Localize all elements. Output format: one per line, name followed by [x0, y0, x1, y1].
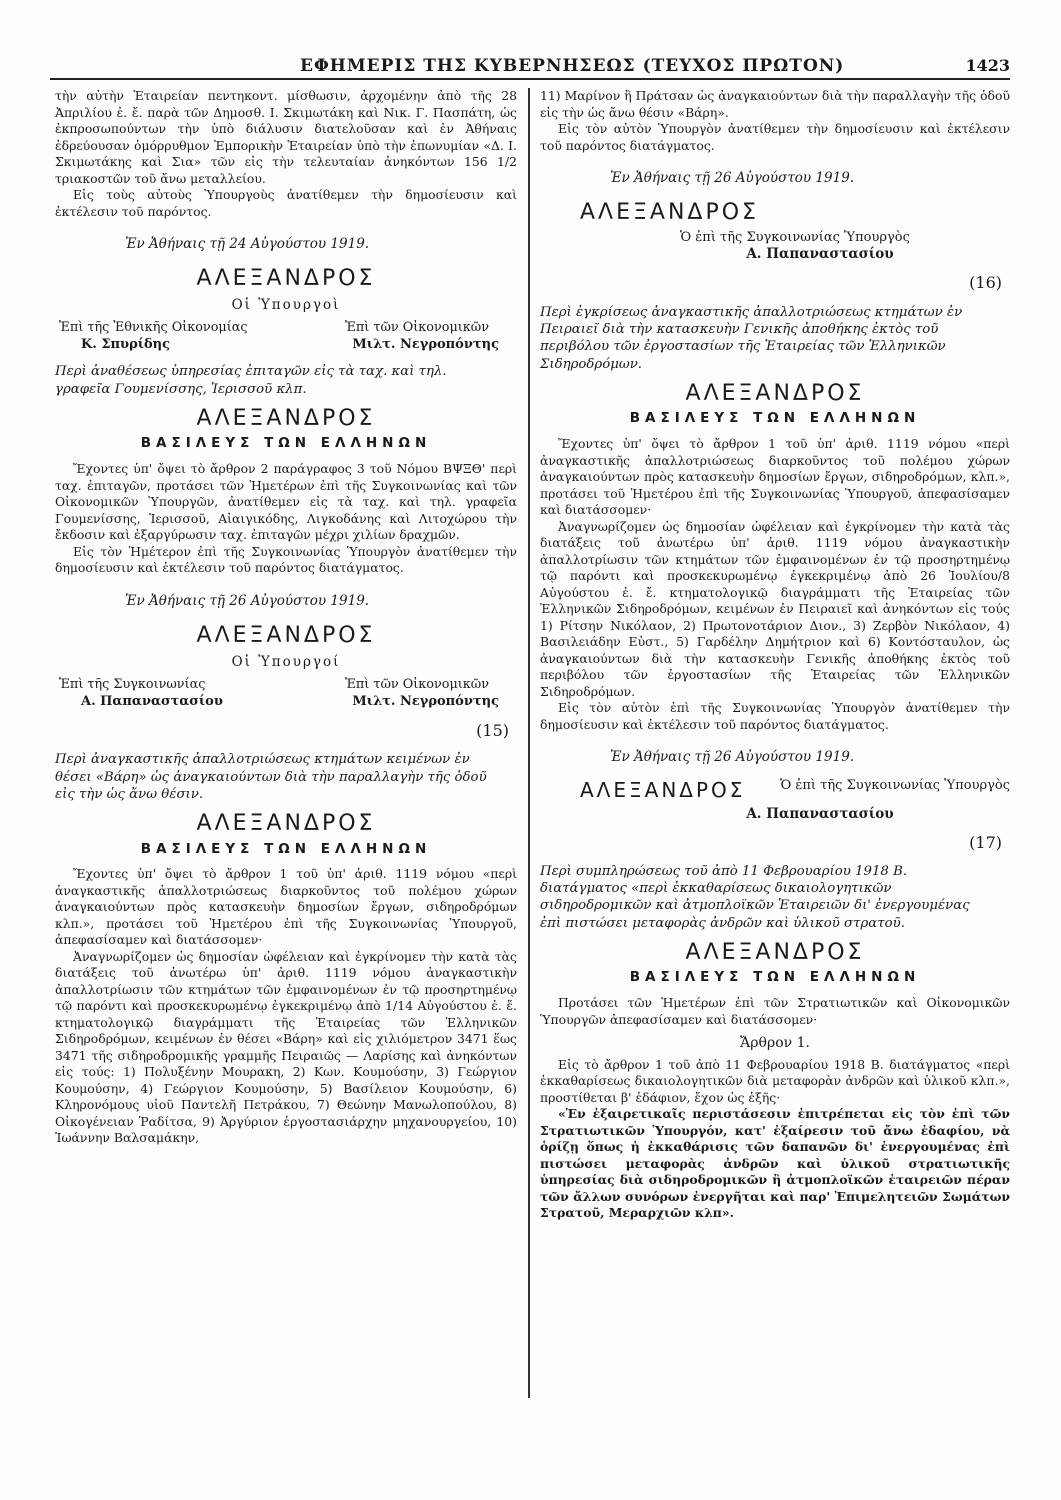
- minister-name: Α. Παπαναστασίου: [746, 246, 894, 263]
- signature-title: Ἐπὶ τῶν Οἰκονομικῶν: [344, 320, 489, 336]
- king-signature: ΑΛΕΞΑΝΔΡΟΣ: [196, 406, 376, 432]
- paragraph: 11) Μαρίνον ἢ Πράτσαν ὡς ἀναγκαιούντων διὰ τὴν παραλλαγὴν τῆς ὁδοῦ εἰς τὴν ὡς ἄνω θέσιν «Βάρη».: [540, 88, 1010, 120]
- paragraph: Προτάσει τῶν Ἡμετέρων ἐπὶ τῶν Στρατιωτικῶν καὶ Οἰκονομικῶν Ὑπουργῶν ἀπεφασίσαμεν καὶ διατάσσομεν·: [540, 995, 1010, 1027]
- signature-titles: [55, 319, 517, 336]
- paragraph: Εἰς τὸν αὐτὸν Ὑπουργὸν ἀνατίθεμεν τὴν δημοσίευσιν καὶ ἐκτέλεσιν τοῦ παρόντος διατάγματος.: [540, 121, 1010, 153]
- signature-title: Ἐπὶ τῆς Συγκοινωνίας: [59, 676, 206, 692]
- paragraph: «Ἐν ἐξαιρετικαῖς περιστάσεσιν ἐπιτρέπεται εἰς τὸν ἐπὶ τῶν Στρατιωτικῶν Ὑπουργόν, κατ' ἐξαίρεσιν τοῦ ἄνω ἐδαφίου, νὰ ὁρίζῃ ὅπως ἡ ἐκκαθάρισις τῶν δαπανῶν δι' ἐνεργουμένας ἐπὶ πιστώσει μεταφορὰς ἀνδρῶν καὶ ὑλικοῦ στρατιωτικῆς ὑπηρεσίας διὰ σιδηροδρομικῶν ἢ ἀτμοπλοϊκῶν ἑταιρειῶν πέραν τῶν ἄλλων συνόρων ἐνεργῆται καὶ παρ' Ἐπιμελητειῶν Σωμάτων Στρατοῦ, Μεραρχιῶν κλπ».: [540, 1106, 1010, 1221]
- decree-number: (16): [969, 273, 1002, 293]
- signature-title: Ἐπὶ τῆς Ἐθνικῆς Οἰκονομίας: [59, 320, 248, 336]
- signature-name: Κ. Σπυρίδης: [81, 337, 171, 353]
- paragraph: Ἔχοντες ὑπ' ὄψει τὸ ἄρθρον 1 τοῦ ὑπ' ἀριθ. 1119 νόμου «περὶ ἀναγκαστικῆς ἀπαλλοτριώσεως διαρκοῦντος τοῦ πολέμου χώρων ἀναγκαιούντων πρὸς κατασκευὴν δημοσίων ἔργων, σιδηροδρόμων κλπ.», προτάσει τοῦ Ἡμετέρου ἐπὶ τῆς Συγκοινωνίας Ὑπουργοῦ, ἀπεφασίσαμεν καὶ διατάσσομεν·: [55, 866, 517, 948]
- paragraph: Ἀναγνωρίζομεν ὡς δημοσίαν ὠφέλειαν καὶ ἐγκρίνομεν τὴν κατὰ τὰς διατάξεις τοῦ ἀνωτέρω ὑπ' ἀριθ. 1119 νόμου ἀναγκαστικὴν ἀπαλλοτρίωσιν τῶν κτημάτων τῶν ἐμφαινομένων ἐν τῷ προσηρτημένῳ τῷ παρόντι καὶ προσκεκυρωμένῳ ἐγκεκριμένῳ ἀπὸ 26 Ἰουλίου/8 Αὐγούστου ἐ. ἔ. κτηματολογικῷ διαγράμματι τῆς Ἑταιρείας τῶν Ἑλληνικῶν Σιδηροδρόμων, κειμένων ἐν Πειραιεῖ καὶ ἀνηκόντων εἰς τούς 1) Ρίτσην Νικόλαον, 2) Πρωτονοτάριον Διον., 3) Ζερβὸν Νικόλαον, 4) Βασιλειάδην Εὐστ., 5) Γαρδέλην Δημήτριον καὶ 6) Κοντόσταυλον, ὡς ἀναγκαιούντων διὰ τὴν κατασκευὴν Γενικῆς ἀποθήκης ἐκτὸς τοῦ περιβόλου τῶν ἐργοστασίων τῆς Ἑταιρείας τῶν Ἑλληνικῶν Σιδηροδρόμων.: [540, 518, 1010, 699]
- decree-date: Ἐν Ἀθήναις τῇ 26 Αὐγούστου 1919.: [610, 170, 855, 186]
- king-signature: ΑΛΕΞΑΝΔΡΟΣ: [580, 199, 759, 225]
- left-column: [55, 88, 517, 1147]
- signature-title: Ἐπὶ τῶν Οἰκονομικῶν: [344, 676, 489, 692]
- decree-date: Ἐν Ἀθήναις τῇ 26 Αὐγούστου 1919.: [610, 749, 855, 766]
- minister-title: Ὁ ἐπὶ τῆς Συγκοινωνίας Ὑπουργὸς: [680, 230, 910, 246]
- king-title: ΒΑΣΙΛΕΥΣ ΤΩΝ ΕΛΛΗΝΩΝ: [140, 435, 432, 452]
- king-title: ΒΑΣΙΛΕΥΣ ΤΩΝ ΕΛΛΗΝΩΝ: [629, 410, 921, 427]
- ministers-heading: Οἱ Ὑπουργοί: [231, 653, 341, 670]
- minister-name: Α. Παπαναστασίου: [746, 805, 894, 822]
- signature-line: [540, 777, 1010, 804]
- signature-names: [55, 693, 517, 710]
- decree-date: Ἐν Ἀθήναις τῇ 24 Αὐγούστου 1919.: [125, 236, 370, 252]
- minister-title: Ὁ ἐπὶ τῆς Συγκοινωνίας Ὑπουργὸς: [780, 777, 1010, 793]
- decree-date: Ἐν Ἀθήναις τῇ 26 Αὐγούστου 1919.: [125, 592, 370, 609]
- king-signature: ΑΛΕΞΑΝΔΡΟΣ: [685, 939, 865, 965]
- decree-number: (17): [969, 832, 1002, 852]
- decree-number: (15): [476, 721, 509, 741]
- king-title: ΒΑΣΙΛΕΥΣ ΤΩΝ ΕΛΛΗΝΩΝ: [140, 840, 432, 857]
- decree-title: Περὶ ἀναγκαστικῆς ἀπαλλοτριώσεως κτημάτων κειμένων ἐν θέσει «Βάρη» ὡς ἀναγκαιούντων διὰ τὴν παραλλαγὴν τῆς ὁδοῦ εἰς τὴν ὡς ἄνω θέσιν.: [55, 752, 487, 802]
- paragraph: Ἔχοντες ὑπ' ὄψει τὸ ἄρθρον 2 παράγραφος 3 τοῦ Νόμου ΒΨΞΘ' περὶ ταχ. ἐπιταγῶν, προτάσει τῶν Ἡμετέρων ἐπὶ τῆς Συγκοινωνίας καὶ τῶν Οἰκονομικῶν Ὑπουργῶν, ἀνατίθεμεν εἰς τὰ ταχ. καὶ τηλ. γραφεῖα Γουμενίσσης, Ἱερισσοῦ, Αἰαιγικόδης, Λιγκοδάνης καὶ Λιτοχώρου τὴν ἔκδοσιν καὶ ἐξαργύρωσιν ταχ. ἐπιταγῶν μέχρι χιλίων δραχμῶν.: [55, 461, 517, 543]
- king-signature: ΑΛΕΞΑΝΔΡΟΣ: [196, 811, 376, 837]
- paragraph: Εἰς τὸ ἄρθρον 1 τοῦ ἀπὸ 11 Φεβρουαρίου 1918 Β. διατάγματος «περὶ ἐκκαθαρίσεως δικαιολογητικῶν διὰ μεταφορὰν ἀνδρῶν καὶ ὑλικοῦ κλπ.», προστίθεται β' ἐδάφιον, ἔχον ὡς ἑξῆς·: [540, 1056, 1010, 1105]
- paragraph: Ἀναγνωρίζομεν ὡς δημοσίαν ὠφέλειαν καὶ ἐγκρίνομεν τὴν κατὰ τὰς διατάξεις τοῦ ἀνωτέρω ὑπ' ἀριθ. 1119 νόμου ἀναγκαστικὴν ἀπαλλοτρίωσιν τῶν κτημάτων τῶν ἐμφαινομένων ἐν τῷ προσηρτημένῳ τῷ παρόντι καὶ προσκεκυρωμένῳ ἐγκεκριμένῳ ἀπὸ 1/14 Αὐγούστου ἐ. ἔ. κτηματολογικῷ διαγράμματι τῆς Ἑταιρείας τῶν Ἑλληνικῶν Σιδηροδρόμων, κειμένων ἐν θέσει «Βάρη» καὶ εἰς χιλιόμετρον 3471 ἕως 3471 τῆς σιδηροδρομικῆς γραμμῆς Πειραιῶς — Λαρίσης καὶ ἀνηκόντων εἰς τούς: 1) Πολυξένην Μουρακη, 2) Κων. Κουμούσην, 3) Γεώργιον Κουμούσην, 4) Γεώργιον Κουμούσην, 5) Βασίλειον Κουμούσην, 6) Κληρονόμους υἱοῦ Παντελῆ Πετράκου, 7) Θεώνην Μανωλοπούλου, 8) Οἰκογένειαν Ῥαδίτσα, 9) Ἀργύριον ἐργοστασιάρχην μηχανουργείου, 10) Ἰωάννην Βαλσαμάκην,: [55, 948, 517, 1146]
- paragraph: Εἰς τὸν Ἡμέτερον ἐπὶ τῆς Συγκοινωνίας Ὑπουργὸν ἀνατίθεμεν τὴν δημοσίευσιν καὶ ἐκτέλεσιν τοῦ παρόντος διατάγματος.: [55, 543, 517, 576]
- gazette-title: ΕΦΗΜΕΡΙΣ ΤΗΣ ΚΥΒΕΡΝΗΣΕΩΣ (ΤΕΥΧΟΣ ΠΡΩΤΟΝ): [300, 56, 845, 76]
- page-header: [50, 52, 1010, 80]
- signature-name: Μιλτ. Νεγροπόντης: [352, 693, 499, 709]
- article-heading: Ἄρθρον 1.: [740, 1035, 810, 1052]
- king-signature: ΑΛΕΞΑΝΔΡΟΣ: [685, 380, 865, 406]
- decree-title: Περὶ συμπληρώσεως τοῦ ἀπὸ 11 Φεβρουαρίου 1918 Β. διατάγματος «περὶ ἐκκαθαρίσεως δικαιολογητικῶν σιδηροδρομικῶν καὶ ἀτμοπλοϊκῶν Ἑταιρειῶν δι' ἐνεργουμένας ἐπὶ πιστώσει μεταφορὰς ἀνδρῶν καὶ ὑλικοῦ στρατοῦ.: [540, 863, 970, 931]
- right-column: [540, 88, 1010, 1222]
- signature-name: Μιλτ. Νεγροπόντης: [352, 337, 499, 353]
- king-signature: ΑΛΕΞΑΝΔΡΟΣ: [196, 265, 376, 291]
- king-signature: ΑΛΕΞΑΝΔΡΟΣ: [580, 777, 746, 802]
- column-divider: [528, 88, 530, 1398]
- signature-titles: [55, 676, 517, 693]
- ministers-heading: Οἱ Ὑπουργοὶ: [231, 297, 341, 314]
- paragraph: τὴν αὐτὴν Ἑταιρείαν πεντηκοντ. μίσθωσιν, ἀρχομένην ἀπὸ τῆς 28 Ἀπριλίου ἐ. ἔ. παρὰ τῶν Δημοσθ. Ι. Σκιμωτάκη καὶ Νικ. Γ. Πασπάτη, ὡς ἐκπροσωπούντων τὴν ὑπὸ διάλυσιν διατελοῦσαν καὶ ἐν Ἀθήναις ἑδρεύουσαν ὁμόρρυθμον Ἐμπορικὴν Ἑταιρείαν ὑπὸ τὴν ἐπωνυμίαν «Δ. Ι. Σκιμωτάκης καὶ Σια» τῶν εἰς τὴν τελευταίαν ἀνηκόντων 156 1/2 τριακοστῶν τοῦ ἄνω μεταλλείου.: [55, 88, 517, 186]
- king-signature: ΑΛΕΞΑΝΔΡΟΣ: [196, 622, 376, 648]
- decree-title: Περὶ ἀναθέσεως ὑπηρεσίας ἐπιταγῶν εἰς τὰ ταχ. καὶ τηλ. γραφεῖα Γουμενίσσης, Ἱερισσοῦ κλπ.: [55, 364, 447, 397]
- paragraph: Ἔχοντες ὑπ' ὄψει τὸ ἄρθρον 1 τοῦ ὑπ' ἀριθ. 1119 νόμου «περὶ ἀναγκαστικῆς ἀπαλλοτριώσεως διαρκοῦντος τοῦ πολέμου χώρων ἀναγκαιούντων πρὸς κατασκευὴν δημοσίων ἔργων, σιδηροδρόμων, κλπ.», προτάσει τοῦ Ἡμετέρου ἐπὶ τῆς Συγκοινωνίας Ὑπουργοῦ, ἀπεφασίσαμεν καὶ διατάσσομεν·: [540, 436, 1010, 518]
- page-number: 1423: [965, 56, 1010, 75]
- king-title: ΒΑΣΙΛΕΥΣ ΤΩΝ ΕΛΛΗΝΩΝ: [629, 969, 921, 986]
- paragraph: Εἰς τοὺς αὐτοὺς Ὑπουργοὺς ἀνατίθεμεν τὴν δημοσίευσιν καὶ ἐκτέλεσιν τοῦ παρόντος.: [55, 187, 517, 219]
- signature-names: [55, 336, 517, 353]
- decree-title: Περὶ ἐγκρίσεως ἀναγκαστικῆς ἀπαλλοτριώσεως κτημάτων ἐν Πειραιεῖ διὰ τὴν κατασκευὴν Γενικῆς ἀποθήκης ἐκτὸς τοῦ περιβόλου τῶν ἐργοστασίων τῆς Ἑταιρείας τῶν Ἑλληνικῶν Σιδηροδρόμων.: [540, 304, 963, 372]
- paragraph: Εἰς τὸν αὐτὸν ἐπὶ τῆς Συγκοινωνίας Ὑπουργὸν ἀνατίθεμεν τὴν δημοσίευσιν καὶ ἐκτέλεσιν τοῦ παρόντος διατάγματος.: [540, 700, 1010, 732]
- signature-name: Α. Παπαναστασίου: [81, 693, 223, 709]
